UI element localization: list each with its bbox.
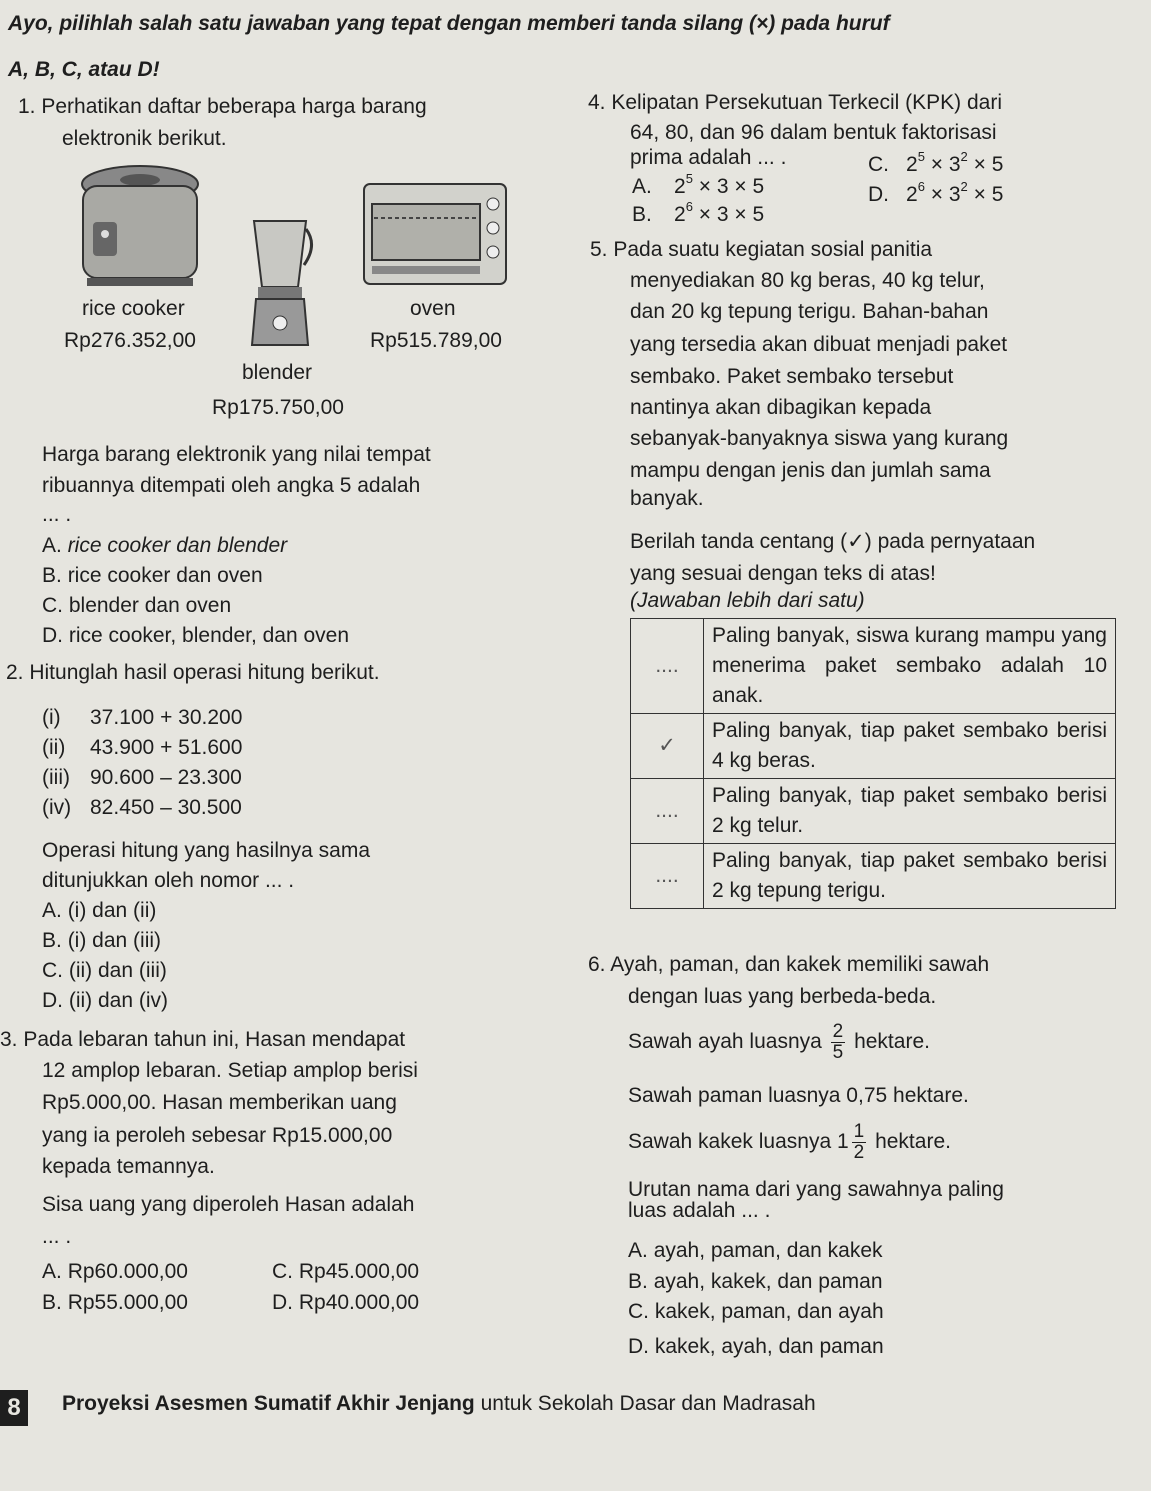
table-row <box>631 844 1116 909</box>
item-name-oven: oven <box>410 297 456 320</box>
q2-question-line-1: Operasi hitung yang hasilnya sama <box>42 839 371 862</box>
blender-image <box>240 215 320 350</box>
item-name-blender: blender <box>242 361 313 384</box>
q2-option-a[interactable]: A. (i) dan (ii) <box>42 899 157 922</box>
table-row <box>631 619 1116 714</box>
instruction-line-2: A, B, C, atau D! <box>8 58 160 81</box>
q4-line-3: prima adalah ... . <box>630 146 787 169</box>
q4-line-2: 64, 80, dan 96 dalam bentuk faktorisasi <box>630 121 997 144</box>
q3-line-1: 3. Pada lebaran tahun ini, Hasan mendapat <box>0 1028 406 1051</box>
page-number: 8 <box>0 1390 28 1426</box>
q4-line-1: 4. Kelipatan Persekutuan Terkecil (KPK) dari <box>588 91 1002 114</box>
q6-ayah: Sawah ayah luasnya $\frac{2}{5}$ hektare. <box>628 1021 930 1063</box>
item-price-rice-cooker: Rp276.352,00 <box>64 329 196 352</box>
q6-kakek: Sawah kakek luasnya 1 $\frac{1}{2}$ hektare. <box>628 1121 951 1163</box>
q3-line-7: ... . <box>42 1225 72 1248</box>
q2-option-b[interactable]: B. (i) dan (iii) <box>42 929 162 952</box>
q6-option-b[interactable]: B. ayah, kakek, dan paman <box>628 1270 883 1293</box>
q1-option-a[interactable]: A. rice cooker dan blender <box>42 534 288 557</box>
q2-op-2: (ii) 43.900 + 51.600 <box>42 736 243 759</box>
q2-op-1: (i) 37.100 + 30.200 <box>42 706 243 729</box>
q5-line-5: sembako. Paket sembako tersebut <box>630 365 954 388</box>
q2-question-line-2: ditunjukkan oleh nomor ... . <box>42 869 295 892</box>
fraction-ayah: $\frac{2}{5}$ <box>832 1021 844 1063</box>
q3-line-6: Sisa uang yang diperoleh Hasan adalah <box>42 1193 415 1216</box>
item-price-blender: Rp175.750,00 <box>212 396 344 419</box>
rice-cooker-image <box>75 162 205 302</box>
statement-text: Paling banyak, tiap paket sembako berisi 2 kg telur. <box>704 779 1116 844</box>
checkbox-cell[interactable]: .... <box>631 779 704 844</box>
q1-question-line-2: ribuannya ditempati oleh angka 5 adalah <box>42 474 421 497</box>
q6-line-1: 6. Ayah, paman, dan kakek memiliki sawah <box>588 953 990 976</box>
q1-stem-line-2: elektronik berikut. <box>62 127 227 150</box>
q5-line-9: banyak. <box>630 487 704 510</box>
q5-statement-table <box>630 618 1116 909</box>
table-row <box>631 779 1116 844</box>
oven-image <box>360 178 510 290</box>
q3-line-5: kepada temannya. <box>42 1155 215 1178</box>
q2-option-c[interactable]: C. (ii) dan (iii) <box>42 959 167 982</box>
q4-option-b[interactable]: B. $2^6 \times 3 \times 5$ <box>632 199 765 226</box>
item-name-rice-cooker: rice cooker <box>82 297 185 320</box>
q2-option-d[interactable]: D. (ii) dan (iv) <box>42 989 169 1012</box>
q3-line-3: Rp5.000,00. Hasan memberikan uang <box>42 1091 397 1114</box>
q5-line-3: dan 20 kg tepung terigu. Bahan-bahan <box>630 300 989 323</box>
q1-stem-line-1: 1. Perhatikan daftar beberapa harga barang <box>18 95 427 118</box>
q5-line-1: 5. Pada suatu kegiatan sosial panitia <box>590 238 933 261</box>
q2-op-3: (iii) 90.600 – 23.300 <box>42 766 242 789</box>
q1-question-line-1: Harga barang elektronik yang nilai tempat <box>42 443 431 466</box>
q3-line-2: 12 amplop lebaran. Setiap amplop berisi <box>42 1059 418 1082</box>
q4-option-a[interactable]: A. $2^5 \times 3 \times 5$ <box>632 171 765 198</box>
q6-question-line-2: luas adalah ... . <box>628 1199 771 1222</box>
instruction-line-1: Ayo, pilihlah salah satu jawaban yang tepat dengan memberi tanda silang (×) pada huruf <box>8 12 890 35</box>
q1-question-line-3: ... . <box>42 503 72 526</box>
fraction-kakek: $\frac{1}{2}$ <box>853 1121 865 1163</box>
q6-line-2: dengan luas yang berbeda-beda. <box>628 985 937 1008</box>
q5-line-8: mampu dengan jenis dan jumlah sama <box>630 459 991 482</box>
q5-line-2: menyediakan 80 kg beras, 40 kg telur, <box>630 269 985 292</box>
q5-line-4: yang tersedia akan dibuat menjadi paket <box>630 333 1008 356</box>
q6-option-a[interactable]: A. ayah, paman, dan kakek <box>628 1239 883 1262</box>
q1-option-d[interactable]: D. rice cooker, blender, dan oven <box>42 624 350 647</box>
q2-op-4: (iv) 82.450 – 30.500 <box>42 796 242 819</box>
q5-instruction-line-2: yang sesuai dengan teks di atas! <box>630 562 936 585</box>
q1-option-c[interactable]: C. blender dan oven <box>42 594 232 617</box>
q3-option-c[interactable]: C. Rp45.000,00 <box>272 1260 420 1283</box>
q4-option-c[interactable]: C. $2^5 \times 3^2 \times 5$ <box>868 149 1004 176</box>
q6-question-line-1: Urutan nama dari yang sawahnya paling <box>628 1178 1004 1201</box>
q6-paman: Sawah paman luasnya 0,75 hektare. <box>628 1084 969 1107</box>
checkbox-cell[interactable]: ✓ <box>631 714 704 779</box>
q4-option-d[interactable]: D. $2^6 \times 3^2 \times 5$ <box>868 179 1004 206</box>
statement-text: Paling banyak, tiap paket sembako berisi 2 kg tepung terigu. <box>704 844 1116 909</box>
q5-instruction-line-1: Berilah tanda centang (✓) pada pernyataan <box>630 530 1036 553</box>
q5-instruction-line-3: (Jawaban lebih dari satu) <box>630 589 865 612</box>
item-price-oven: Rp515.789,00 <box>370 329 502 352</box>
checkbox-cell[interactable]: .... <box>631 844 704 909</box>
q5-line-7: sebanyak-banyaknya siswa yang kurang <box>630 427 1009 450</box>
q2-stem: 2. Hitunglah hasil operasi hitung berikut. <box>6 661 380 684</box>
q3-line-4: yang ia peroleh sebesar Rp15.000,00 <box>42 1124 393 1147</box>
q1-option-b[interactable]: B. rice cooker dan oven <box>42 564 263 587</box>
statement-text: Paling banyak, tiap paket sembako berisi 4 kg beras. <box>704 714 1116 779</box>
q3-option-d[interactable]: D. Rp40.000,00 <box>272 1291 420 1314</box>
q3-option-b[interactable]: B. Rp55.000,00 <box>42 1291 188 1314</box>
q6-option-c[interactable]: C. kakek, paman, dan ayah <box>628 1300 884 1323</box>
q3-option-a[interactable]: A. Rp60.000,00 <box>42 1260 188 1283</box>
statement-text: Paling banyak, siswa kurang mampu yang menerima paket sembako adalah 10 anak. <box>704 619 1116 714</box>
footer-text: Proyeksi Asesmen Sumatif Akhir Jenjang untuk Sekolah Dasar dan Madrasah <box>62 1392 816 1415</box>
checkbox-cell[interactable]: .... <box>631 619 704 714</box>
q5-line-6: nantinya akan dibagikan kepada <box>630 396 932 419</box>
q6-option-d[interactable]: D. kakek, ayah, dan paman <box>628 1335 884 1358</box>
table-row <box>631 714 1116 779</box>
